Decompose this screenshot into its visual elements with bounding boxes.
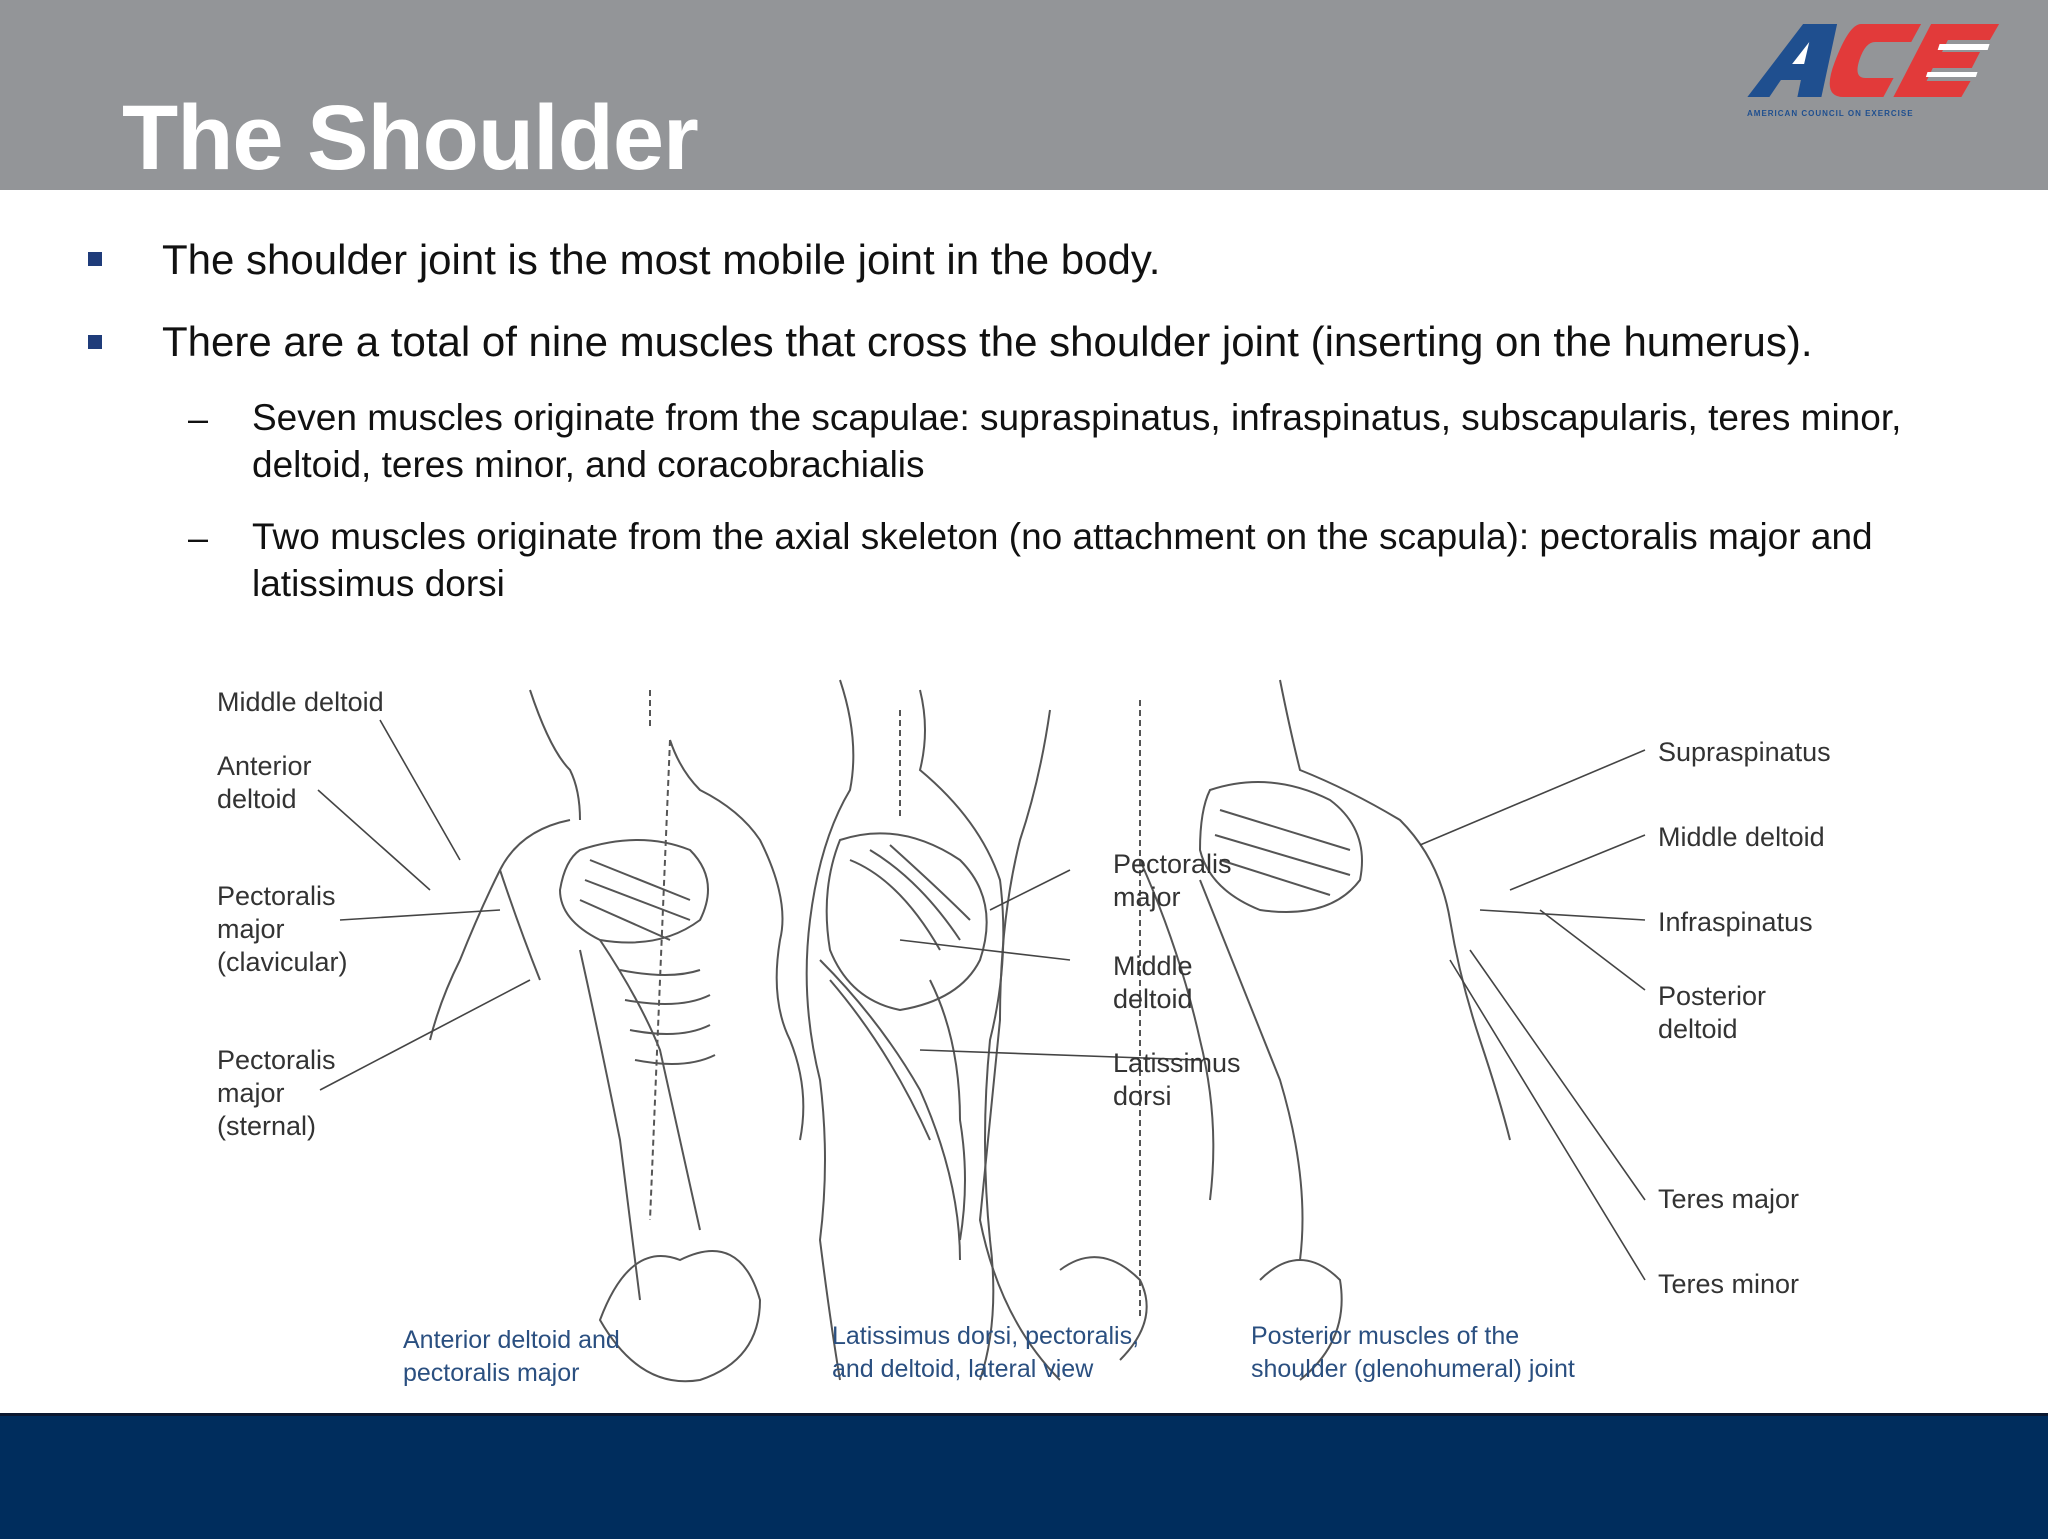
label-pec-major-sternal: Pectoralis major (sternal) bbox=[217, 1045, 336, 1141]
label-middle-deltoid-right: Middle deltoid bbox=[1658, 822, 1825, 852]
caption-posterior: Posterior muscles of the shoulder (glenohumeral) joint bbox=[1251, 1322, 1575, 1383]
bullet-marker bbox=[88, 335, 102, 349]
sub-bullet-dash: – bbox=[188, 517, 209, 558]
posterior-view-drawing bbox=[980, 680, 1510, 1380]
label-teres-minor: Teres minor bbox=[1658, 1269, 1800, 1299]
shoulder-anatomy-figure bbox=[200, 620, 1880, 1420]
logo-subtext: AMERICAN COUNCIL ON EXERCISE bbox=[1747, 109, 1914, 118]
ace-logo bbox=[1745, 12, 2037, 120]
label-pec-major-lateral: Pectoralis major bbox=[1113, 849, 1232, 912]
caption-anterior: Anterior deltoid and pectoralis major bbox=[403, 1326, 620, 1387]
sub-bullet-item: Seven muscles originate from the scapulae: supraspinatus, infraspinatus, subscapularis, teres minor, deltoid, teres minor, and coracobrachialis bbox=[252, 397, 1902, 485]
label-infraspinatus: Infraspinatus bbox=[1658, 907, 1813, 937]
label-posterior-deltoid: Posterior deltoid bbox=[1658, 981, 1767, 1044]
label-supraspinatus: Supraspinatus bbox=[1658, 737, 1831, 767]
sub-bullet-item: Two muscles originate from the axial skeleton (no attachment on the scapula): pectoralis major and latissimus dorsi bbox=[252, 516, 1873, 604]
label-anterior-deltoid: Anterior deltoid bbox=[217, 751, 312, 814]
sub-bullet-dash: – bbox=[188, 398, 209, 439]
bullet-marker bbox=[88, 252, 102, 266]
lateral-view-drawing bbox=[807, 680, 1004, 1380]
caption-lateral: Latissimus dorsi, pectoralis, and deltoid, lateral view bbox=[832, 1322, 1140, 1383]
anterior-torso-drawing bbox=[430, 690, 803, 1381]
bullet-item: The shoulder joint is the most mobile joint in the body. bbox=[162, 236, 1161, 283]
label-latissimus-dorsi: Latissimus dorsi bbox=[1113, 1048, 1241, 1111]
label-pec-major-clavicular: Pectoralis major (clavicular) bbox=[217, 881, 348, 977]
slide-footer bbox=[0, 1413, 2048, 1539]
slide-title: The Shoulder bbox=[122, 87, 698, 189]
bullet-item: There are a total of nine muscles that cross the shoulder joint (inserting on the humerus). bbox=[162, 318, 1813, 365]
label-teres-major: Teres major bbox=[1658, 1184, 1800, 1214]
label-middle-deltoid-lateral: Middle deltoid bbox=[1113, 951, 1193, 1014]
label-middle-deltoid-left: Middle deltoid bbox=[217, 687, 384, 717]
anatomy-illustration bbox=[200, 620, 1880, 1420]
